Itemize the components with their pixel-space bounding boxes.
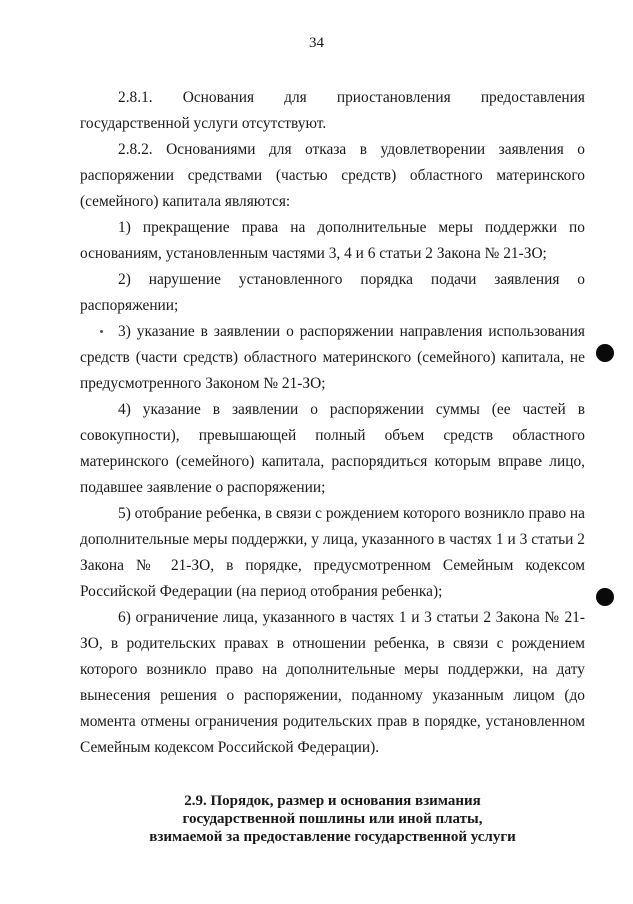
list-item-5: 5) отобрание ребенка, в связи с рождением которого возникло право на дополнительные меры поддержки, у лица, указанного в частях 1 и 3 статьи 2 Закона № 21-ЗО, в порядке, предусмотренном Семейным кодексом Российской Федерации (на период отобрания ребенка);	[80, 505, 585, 600]
list-item-2: 2) нарушение установленного порядка подачи заявления о распоряжении;	[80, 271, 585, 314]
punch-hole-mark	[596, 344, 614, 362]
punch-hole-mark	[596, 588, 614, 606]
document-body	[80, 85, 585, 761]
section-heading-2-9	[80, 792, 585, 846]
scan-speck	[100, 330, 103, 333]
section-heading-line-1: 2.9. Порядок, размер и основания взимания	[184, 793, 481, 809]
paragraph-2-8-2: 2.8.2. Основаниями для отказа в удовлетворении заявления о распоряжении средствами (частью средств) областного материнского (семейного) капитала являются:	[80, 141, 585, 210]
page-number: 34	[309, 35, 324, 51]
paragraph-2-8-1: 2.8.1. Основания для приостановления предоставления государственной услуги отсутствуют.	[80, 89, 585, 132]
list-item-4: 4) указание в заявлении о распоряжении суммы (ее частей в совокупности), превышающей полный объем средств областного материнского (семейного) капитала, распорядиться которым вправе лицо, подавшее заявление о распоряжении;	[80, 401, 585, 496]
list-item-6: 6) ограничение лица, указанного в частях 1 и 3 статьи 2 Закона № 21-ЗО, в родительских правах в отношении ребенка, в связи с рождением которого возникло право на дополнительные меры поддержки, на дату вынесения решения о распоряжении, поданному указанным лицом (до момента отмены ограничения родительских прав в порядке, установленном Семейным кодексом Российской Федерации).	[80, 609, 585, 756]
section-heading-line-2: государственной пошлины или иной платы,	[182, 811, 483, 827]
list-item-1: 1) прекращение права на дополнительные меры поддержки по основаниям, установленным частями 3, 4 и 6 статьи 2 Закона № 21-ЗО;	[80, 219, 585, 262]
section-heading-line-3: взимаемой за предоставление государственной услуги	[149, 829, 516, 845]
list-item-3: 3) указание в заявлении о распоряжении направления использования средств (части средств) областного материнского (семейного) капитала, не предусмотренного Законом № 21-ЗО;	[80, 323, 585, 392]
